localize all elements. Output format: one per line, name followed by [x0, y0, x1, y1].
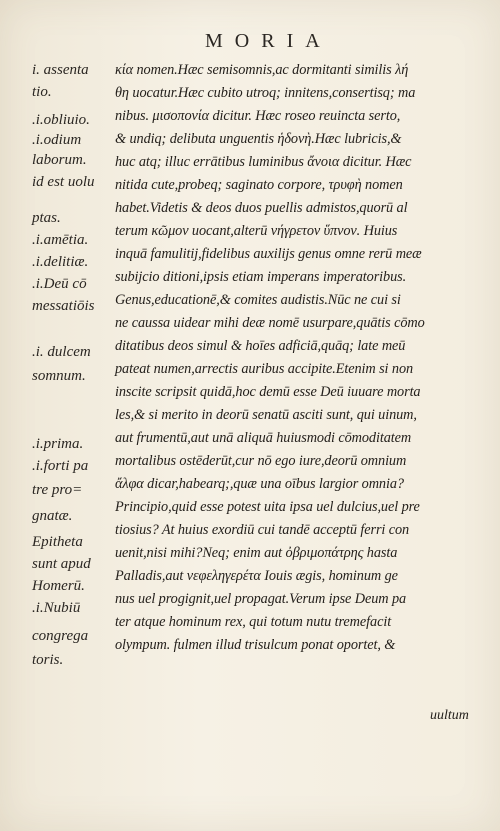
margin-note: toris. [32, 652, 64, 668]
catchword: uultum [430, 708, 469, 723]
margin-note: .i.prima. [32, 436, 84, 452]
margin-note: sunt apud [32, 556, 91, 572]
text-line: & undiq; delibuta unguentis ἡδονὴ.Hæc lubricis,& [115, 131, 402, 147]
text-line: huc atq; illuc errātibus luminibus ἄνοια dicitur. Hæc [115, 154, 412, 170]
text-line: inscite scripsit quidā,hoc demū esse Deū iuuare morta [115, 384, 421, 400]
running-head: MORIA [205, 30, 332, 52]
text-line: ἄλφα dicar,habearq;,quæ una oībus largior omnia? [115, 476, 404, 492]
margin-note: .i.forti pa [32, 458, 89, 474]
text-line: θη uocatur.Hæc cubito utroq; innitens,consertisq; ma [115, 85, 416, 101]
margin-note: gnatæ. [32, 508, 73, 524]
text-line: ter atque hominum rex, qui totum nutu tremefacit [115, 614, 392, 630]
margin-note: .i.amētia. [32, 232, 89, 248]
margin-note: .i.odium [32, 132, 82, 148]
margin-note: .i.obliuio. [32, 112, 90, 128]
margin-note: .i.Nubiū [32, 600, 81, 616]
text-line: subijcio ditioni,ipsis etiam imperans imperatoribus. [115, 269, 407, 285]
margin-note: tre pro= [32, 482, 83, 498]
text-line: ditatibus deos simul & hoīes adficiā,quāq; late meū [115, 338, 406, 354]
margin-note: ptas. [32, 210, 61, 226]
margin-note: .i. dulcem [32, 344, 91, 360]
text-line: tiosius? At huius exordiū cui tandē acceptū ferri con [115, 522, 410, 538]
margin-note: Homerū. [32, 578, 85, 594]
text-line: inquā famulitij,fidelibus auxilijs genus omne rerū meæ [115, 246, 422, 262]
margin-note: .i.Deū cō [32, 276, 87, 292]
margin-note: i. assenta [32, 62, 89, 78]
text-line: nitida cute,probeq; saginato corpore, τρυφὴ nomen [115, 177, 403, 193]
margin-note: tio. [32, 84, 52, 100]
text-line: ne caussa uidear mihi deæ nomē usurpare,quātis cōmo [115, 315, 425, 331]
margin-note: messatiōis [32, 298, 95, 314]
text-line: mortalibus ostēderūt,cur nō ego iure,deorū omnium [115, 453, 407, 469]
margin-note: .i.delitiæ. [32, 254, 89, 270]
text-line: olympum. fulmen illud trisulcum ponat oportet, & [115, 637, 396, 653]
text-line: nibus. μισοπονία dicitur. Hæc roseo reuincta serto, [115, 108, 401, 124]
margin-note: Epitheta [32, 534, 83, 550]
text-line: uenit,nisi mihi?Neq; enim aut ὀβριμοπάτρης hasta [115, 545, 398, 561]
text-line: Palladis,aut νεφεληγερέτα Iouis ægis, hominum ge [115, 568, 398, 584]
text-line: Principio,quid esse potest uita ipsa uel dulcius,uel pre [115, 499, 420, 515]
margin-note: id est uolu [32, 174, 95, 190]
text-line: les,& si merito in deorū senatū asciti sunt, qui uinum, [115, 407, 417, 423]
text-line: pateat numen,arrectis auribus accipite.Etenim si non [115, 361, 414, 377]
margin-note: congrega [32, 628, 89, 644]
text-line: aut frumentū,aut unā aliquā huiusmodi cōmoditatem [115, 430, 412, 446]
margin-note: laborum. [32, 152, 87, 168]
margin-note: somnum. [32, 368, 86, 384]
text-line: terum κῶμον uocant,alterū νήγρετον ὕπνον. Huius [115, 223, 398, 239]
text-line: Genus,educationē,& comites audistis.Nūc ne cui si [115, 292, 401, 308]
text-line: nus uel progignit,uel propagat.Verum ipse Deum pa [115, 591, 407, 607]
text-line: habet.Videtis & deos duos puellis admistos,quorū al [115, 200, 408, 216]
text-line: κία nomen.Hæc semisomnis,ac dormitanti similis λή [115, 62, 409, 78]
